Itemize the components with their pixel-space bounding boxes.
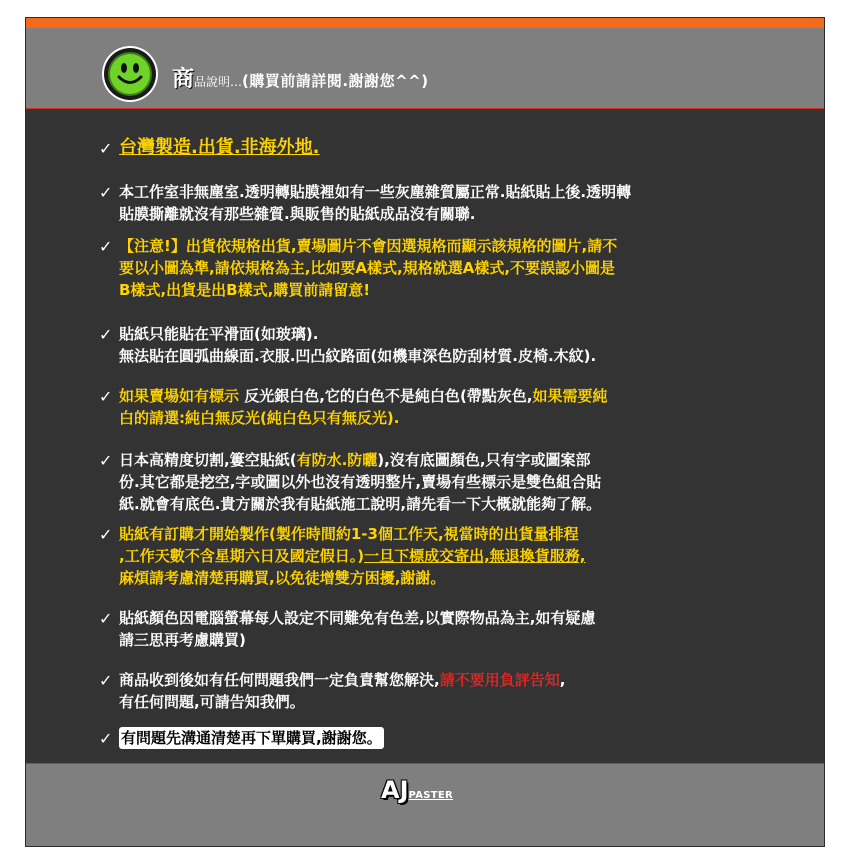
list-item-notice (99, 235, 749, 301)
item-text: 反光銀白色,它的白色不是純白色(帶點灰色, (239, 387, 533, 405)
item-text: B樣式,出貨是出B樣式,購買前請留意! (119, 281, 371, 299)
item-text: 貼紙有訂購才開始製作(製作時間約1-3個工作天,視當時的出貨量排程 (119, 525, 579, 543)
product-description-frame (25, 17, 825, 847)
item-text: 貼膜撕離就沒有那些雜質.與販售的貼紙成品沒有關聯. (119, 205, 476, 223)
item-text: ),沒有底圖顏色,只有字或圖案部 (377, 451, 591, 469)
list-item-communicate (99, 727, 749, 749)
smiley-icon (104, 48, 156, 100)
list-item-surface (99, 323, 749, 367)
item-text: 無法貼在圓弧曲線面.衣服.凹凸紋路面(如機車深色防刮材質.皮椅.木紋). (119, 347, 597, 365)
check-icon: ✓ (99, 183, 113, 202)
list-item-made-in-taiwan (99, 137, 749, 159)
list-item-dust (99, 181, 749, 225)
item-text: , (559, 671, 566, 689)
title-big-char: 商 (172, 67, 195, 92)
item-text: 請三思再考慮購買) (119, 631, 246, 649)
item-text: 白的請選:純白無反光(純白色只有無反光). (119, 409, 400, 427)
item-text-underlined: 一旦下標成交寄出,無退換貨服務, (364, 547, 586, 565)
logo-main: AJ (381, 776, 409, 804)
title-note: (購買前請詳閱.謝謝您^^) (242, 72, 429, 90)
top-accent-bar (26, 18, 824, 28)
item-text: 麻煩請考慮清楚再購買,以免徒增雙方困擾,謝謝。 (119, 569, 446, 587)
item-text: 商品收到後如有任何問題我們一定負責幫您解決, (119, 671, 440, 689)
item-text: 紙.就會有底色.貴方關於我有貼紙施工說明,請先看一下大概就能夠了解。 (119, 495, 602, 513)
page-title (172, 62, 429, 93)
list-item-production (99, 523, 749, 589)
item-text: 貼紙只能貼在平滑面(如玻璃). (119, 325, 319, 343)
item-text-highlight: 如果賣場如有標示 (119, 387, 240, 405)
check-icon: ✓ (99, 729, 113, 748)
item-text: 貼紙顏色因電腦螢幕每人設定不同難免有色差,以實際物品為主,如有疑慮 (119, 609, 596, 627)
title-small: 品說明… (194, 75, 243, 89)
item-text: 本工作室非無塵室.透明轉貼膜裡如有一些灰塵雜質屬正常.貼紙貼上後.透明轉 (119, 183, 632, 201)
item-text-warning: 請不要用負評告知 (439, 671, 560, 689)
check-icon: ✓ (99, 237, 113, 256)
item-text: 【注意!】出貨依規格出貨,賣場圖片不會因選規格而顯示該規格的圖片,請不 (119, 237, 618, 255)
smiley-face (108, 52, 152, 96)
check-icon: ✓ (99, 387, 113, 406)
description-panel (26, 108, 824, 764)
check-icon: ✓ (99, 525, 113, 544)
check-icon: ✓ (99, 609, 113, 628)
item-text: 份.其它都是挖空,字或圖以外也沒有透明整片,賣場有些標示是雙色組合貼 (119, 473, 602, 491)
item-text-highlight: 有防水.防曬 (296, 451, 378, 469)
list-item-cutting (99, 449, 749, 515)
list-item-color (99, 607, 749, 651)
item-text: 日本高精度切割,簍空貼紙( (119, 451, 297, 469)
check-icon: ✓ (99, 139, 113, 158)
check-icon: ✓ (99, 451, 113, 470)
item-text: 有任何問題,可請告知我們。 (119, 693, 305, 711)
logo-sub: PASTER (408, 790, 454, 801)
item-text: 要以小圖為準,請依規格為主,比如要A樣式,規格就選A樣式,不要誤認小圖是 (119, 259, 616, 277)
check-icon: ✓ (99, 325, 113, 344)
item-text-highlight: 如果需要純 (532, 387, 608, 405)
aj-paster-logo (381, 776, 453, 804)
item-text-bubble: 有問題先溝通清楚再下單購買,謝謝您。 (121, 729, 382, 747)
smiley-face-svg (110, 54, 150, 94)
list-item-reflective (99, 385, 749, 429)
check-icon: ✓ (99, 671, 113, 690)
list-item-support (99, 669, 749, 713)
item-text: 台灣製造.出貨.非海外地. (119, 137, 320, 158)
item-text: ,工作天數不含星期六日及國定假日。) (119, 547, 365, 565)
footer (26, 764, 824, 847)
